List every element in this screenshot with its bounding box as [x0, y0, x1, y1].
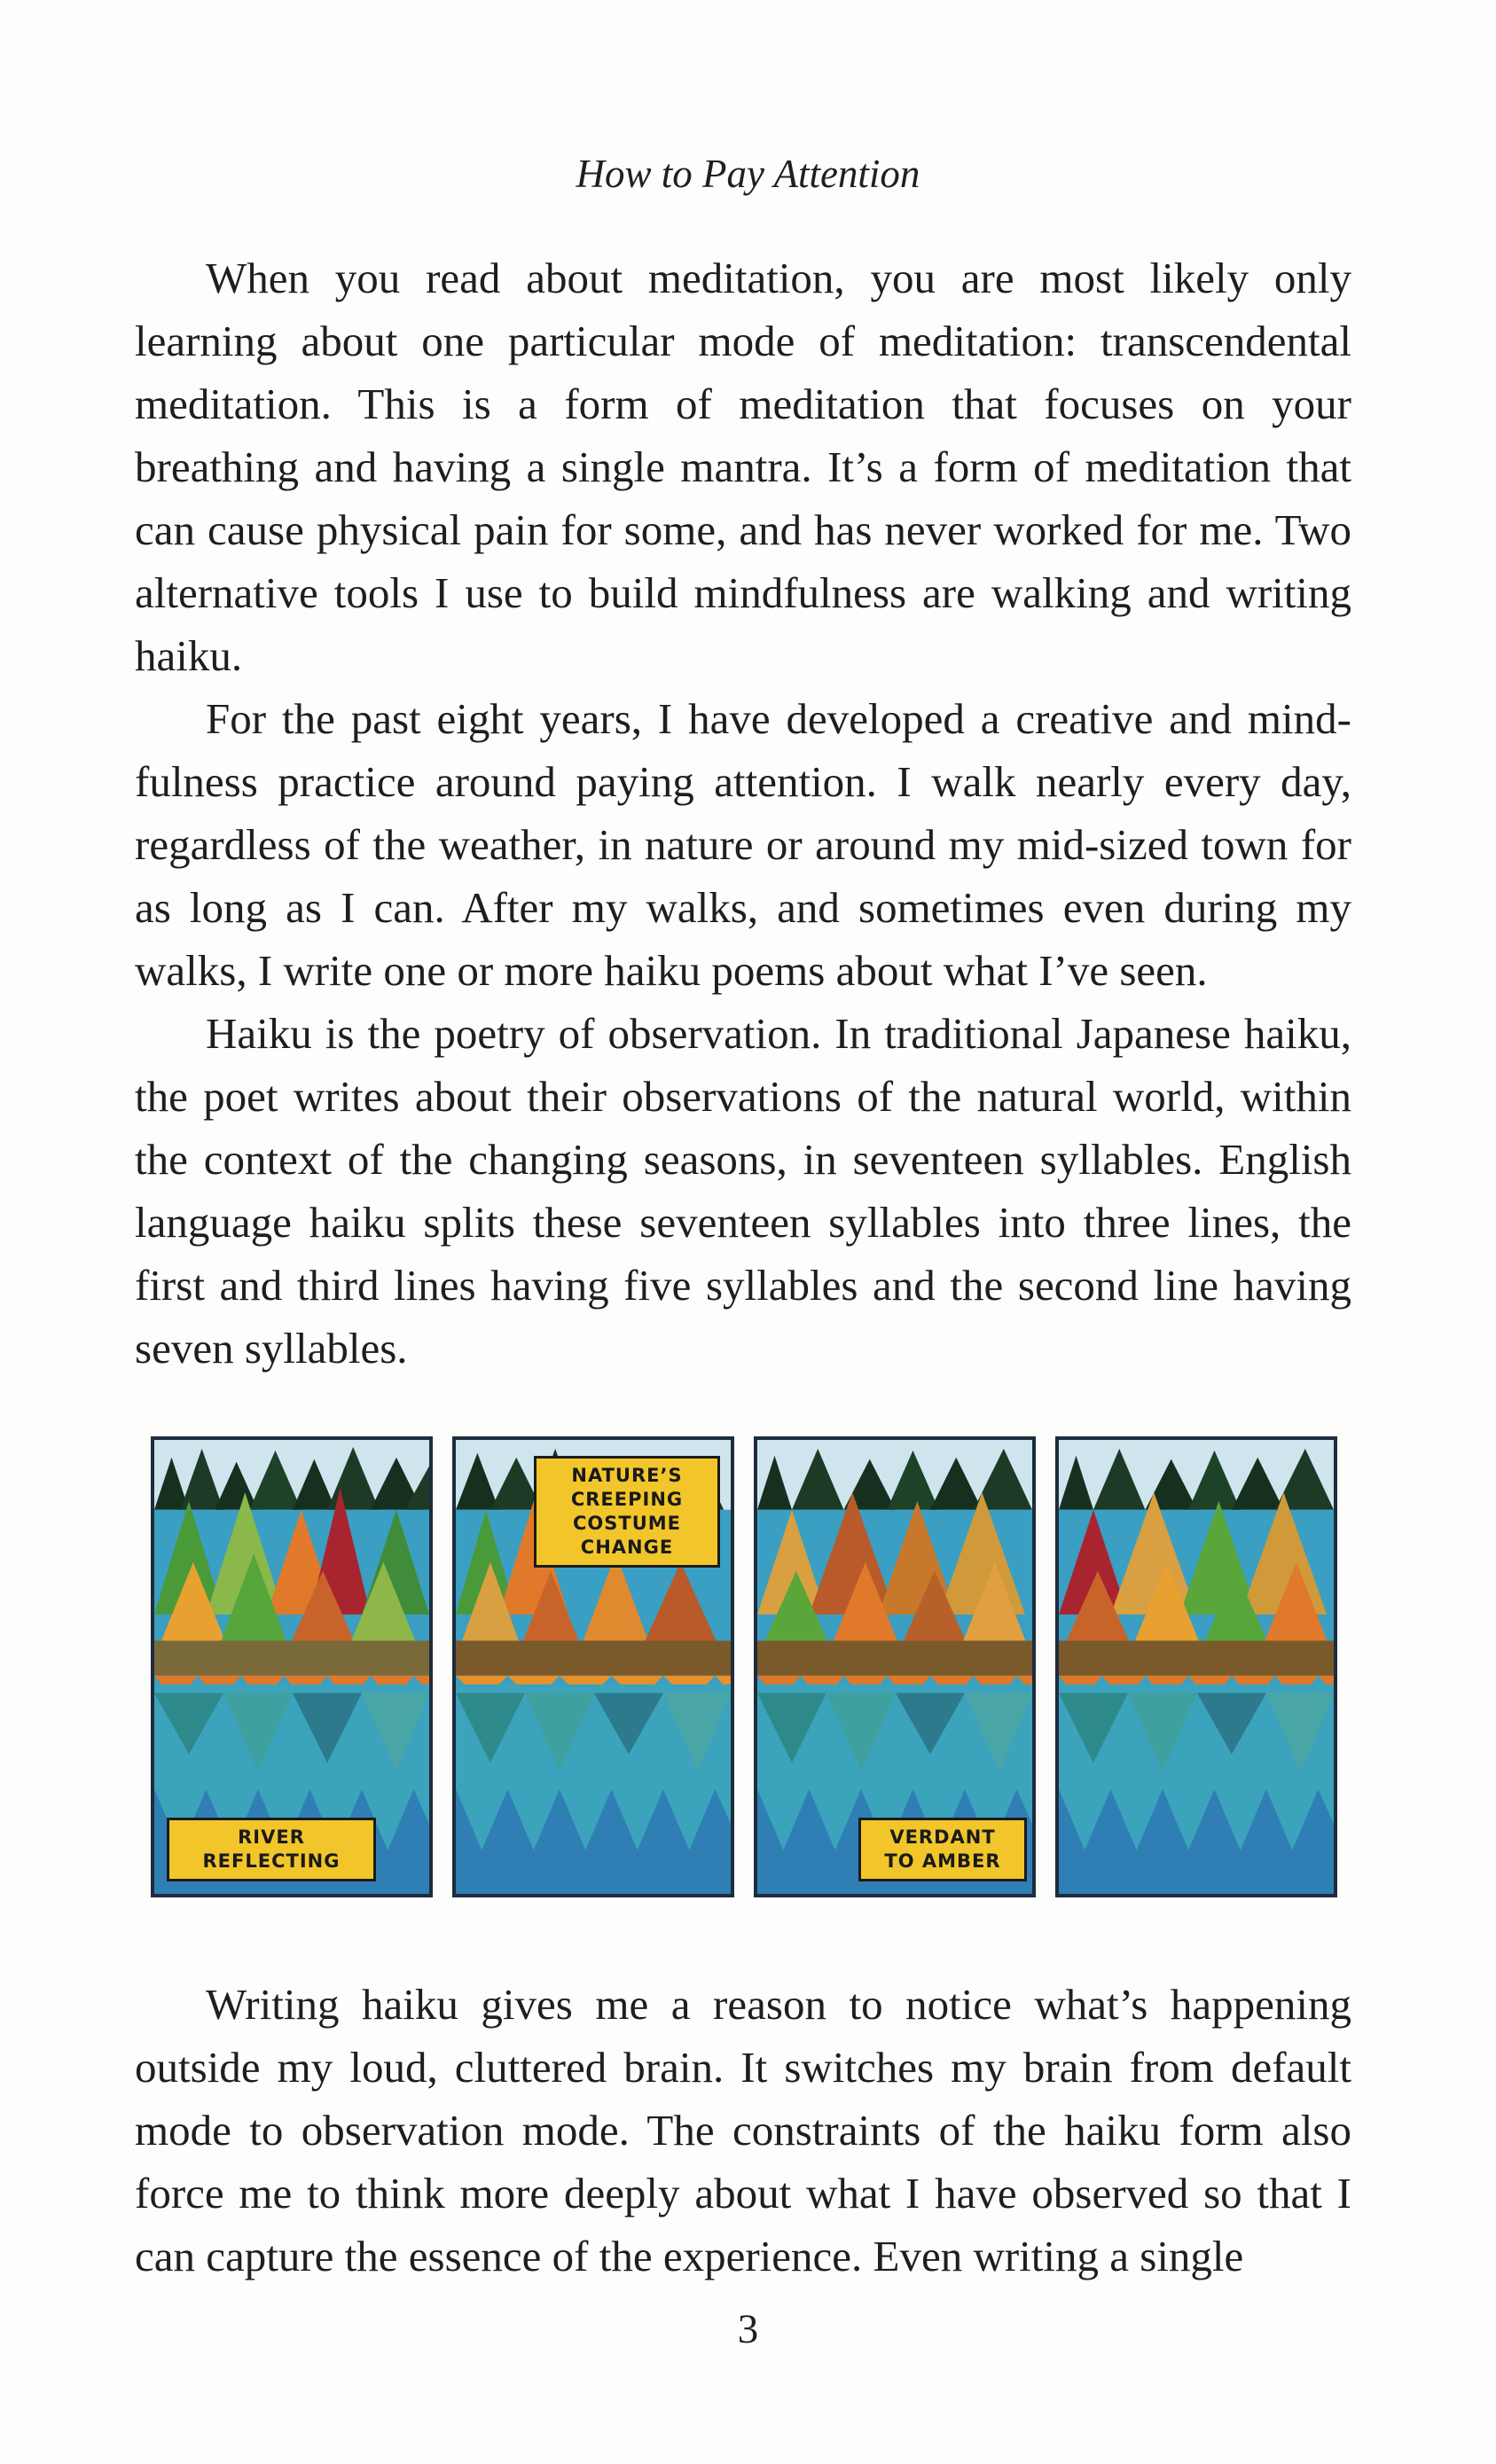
body-text-bottom [135, 1973, 1351, 2288]
caption-box: VERDANT TO AMBER [858, 1818, 1027, 1881]
running-title: How to Pay Attention [576, 152, 920, 196]
comic-panel-1 [151, 1436, 433, 1897]
forest-river-illustration [1059, 1440, 1334, 1894]
caption-box: RIVER REFLECTING [167, 1818, 376, 1881]
comic-panel-4 [1055, 1436, 1337, 1897]
paragraph: Writing haiku gives me a reason to notice what’s happening outside my loud, cluttered brain. It switches my brain from default mode to observation mode. The constraints of the haiku form also force me to think more deeply about what I have observed so that I can capture the essence of the experience. Even writing a single [135, 1980, 1351, 2280]
paragraph: Haiku is the poetry of observation. In traditional Japanese haiku, the poet writes about their observations of the natural world, within the context of the changing seasons, in seventeen syllables. English language haiku splits these seventeen syllables into three lines, the first and third lines having five syllables and the second line having seven syllables. [135, 1009, 1351, 1373]
haiku-comic-strip [151, 1436, 1339, 1897]
paragraph: For the past eight years, I have developed a creative and mindfulness practice around paying attention. I walk nearly every day, regardless of the weather, in nature or around my mid-sized town for as long as I can. After my walks, and sometimes even during my walks, I write one or more haiku poems about what I’ve seen. [135, 694, 1351, 995]
body-text-top [135, 246, 1351, 1380]
comic-panel-3 [754, 1436, 1036, 1897]
comic-panel-2 [452, 1436, 734, 1897]
paragraph: When you read about meditation, you are most likely only learning about one particular mode of meditation: transcendental meditation. This is a form of meditation that focuses on your breathing and having a single mantra. It’s a form of meditation that can cause physical pain for some, and has never worked for me. Two alternative tools I use to build mindfulness are walking and writing haiku. [135, 254, 1351, 680]
caption-box: NATURE’S CREEPING COSTUME CHANGE [534, 1456, 720, 1568]
page-number: 3 [737, 2306, 759, 2352]
